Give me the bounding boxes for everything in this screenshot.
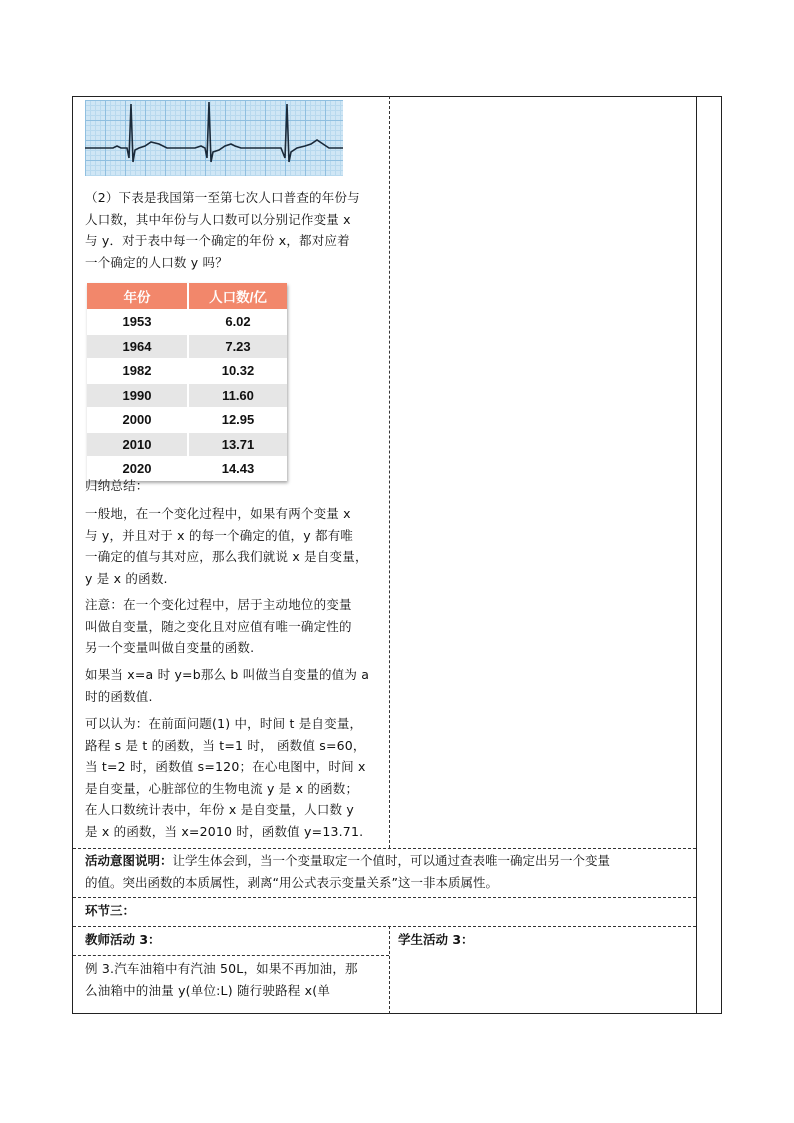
population-cell: 7.23: [188, 334, 287, 359]
definition-line: 与 y，并且对于 x 的每一个确定的值，y 都有唯: [85, 527, 354, 543]
problem-2-line: 一个确定的人口数 y 吗？: [85, 254, 228, 270]
right-margin-line: [696, 96, 697, 1014]
example-line: 当 t=2 时，函数值 s=120；在心电图中，时间 x: [85, 759, 366, 774]
table-row: [87, 359, 287, 384]
section-three-title: 环节三：: [85, 903, 136, 918]
population-cell: 13.71: [188, 432, 287, 457]
definition-line: 一般地，在一个变化过程中，如果有两个变量 x: [85, 506, 351, 521]
column-header-population: 人口数/亿: [188, 283, 287, 310]
population-cell: 14.43: [188, 457, 287, 481]
activity-intent-line-1: [85, 850, 695, 872]
population-table: [87, 283, 287, 481]
column-header-year: 年份: [87, 283, 188, 310]
year-cell: 1982: [87, 359, 188, 384]
problem-2-text: [85, 187, 385, 273]
note-line: 叫做自变量，随之变化且对应值有唯一确定性的: [85, 618, 352, 634]
teacher-example-3: [85, 958, 385, 1001]
population-cell: 11.60: [188, 383, 287, 408]
table-header-row: [87, 283, 287, 310]
table-row: [87, 383, 287, 408]
problem-2-line: 与 y．对于表中每一个确定的年份 x，都对应着: [85, 233, 350, 248]
population-cell: 10.32: [188, 359, 287, 384]
year-cell: 2000: [87, 408, 188, 433]
example-line: 是 x 的函数，当 x=2010 时，函数值 y=13.71.: [85, 823, 364, 839]
student-activity-title: 学生活动 3：: [398, 932, 474, 947]
problem-2-line: 人口数，其中年份与人口数可以分别记作变量 x: [85, 211, 351, 227]
example-line: 是自变量，心脏部位的生物电流 y 是 x 的函数；: [85, 780, 359, 796]
year-cell: 2010: [87, 432, 188, 457]
definition-line: y 是 x 的函数.: [85, 570, 168, 586]
example-paragraph: [85, 713, 385, 842]
problem-2-line: （2）下表是我国第一至第七次人口普查的年份与: [85, 190, 360, 205]
year-cell: 2020: [87, 457, 188, 481]
population-cell: 6.02: [188, 310, 287, 335]
teacher-activity-title: 教师活动 3：: [85, 932, 161, 947]
table-row: [87, 408, 287, 433]
definition-line: 一确定的值与其对应，那么我们就说 x 是自变量，: [85, 549, 368, 564]
example-line: 路程 s 是 t 的函数，当 t=1 时， 函数值 s=60，: [85, 737, 366, 753]
example-line: 在人口数统计表中，年份 x 是自变量，人口数 y: [85, 802, 355, 817]
table-row: [87, 310, 287, 335]
activity-intent-label: 活动意图说明：: [85, 853, 173, 868]
row-divider-activities: [73, 926, 696, 927]
column-divider-top: [389, 96, 390, 848]
function-value-paragraph: [85, 664, 385, 707]
teacher-example-line: 例 3.汽车油箱中有汽油 50L，如果不再加油，那: [85, 961, 358, 976]
year-cell: 1964: [87, 334, 188, 359]
activity-intent-line-2: 的值。突出函数的本质属性，剥离“用公式表示变量关系”这一非本质属性。: [85, 875, 498, 890]
ecg-image: [85, 100, 343, 176]
row-divider-section3: [73, 897, 696, 898]
year-cell: 1953: [87, 310, 188, 335]
note-line: 注意：在一个变化过程中，居于主动地位的变量: [85, 597, 352, 612]
row-divider-teacher: [73, 955, 389, 956]
definition-paragraph: [85, 503, 385, 589]
example-line: 可以认为：在前面问题(1) 中，时间 t 是自变量，: [85, 716, 363, 731]
column-divider-bottom: [389, 926, 390, 1014]
function-value-line: 如果当 x=a 时 y=b那么 b 叫做当自变量的值为 a: [85, 667, 370, 682]
summary-title: 归纳总结：: [85, 478, 149, 493]
row-divider-intent: [73, 848, 696, 849]
activity-intent-text: 让学生体会到，当一个变量取定一个值时，可以通过查表唯一确定出另一个变量: [172, 853, 611, 868]
activity-intent: [85, 850, 695, 894]
population-cell: 12.95: [188, 408, 287, 433]
teacher-example-line: 么油箱中的油量 y(单位:L) 随行驶路程 x(单: [85, 982, 331, 998]
table-row: [87, 334, 287, 359]
note-line: 另一个变量叫做自变量的函数.: [85, 640, 255, 655]
note-paragraph: [85, 594, 385, 659]
function-value-line: 时的函数值.: [85, 688, 153, 704]
table-row: [87, 432, 287, 457]
year-cell: 1990: [87, 383, 188, 408]
